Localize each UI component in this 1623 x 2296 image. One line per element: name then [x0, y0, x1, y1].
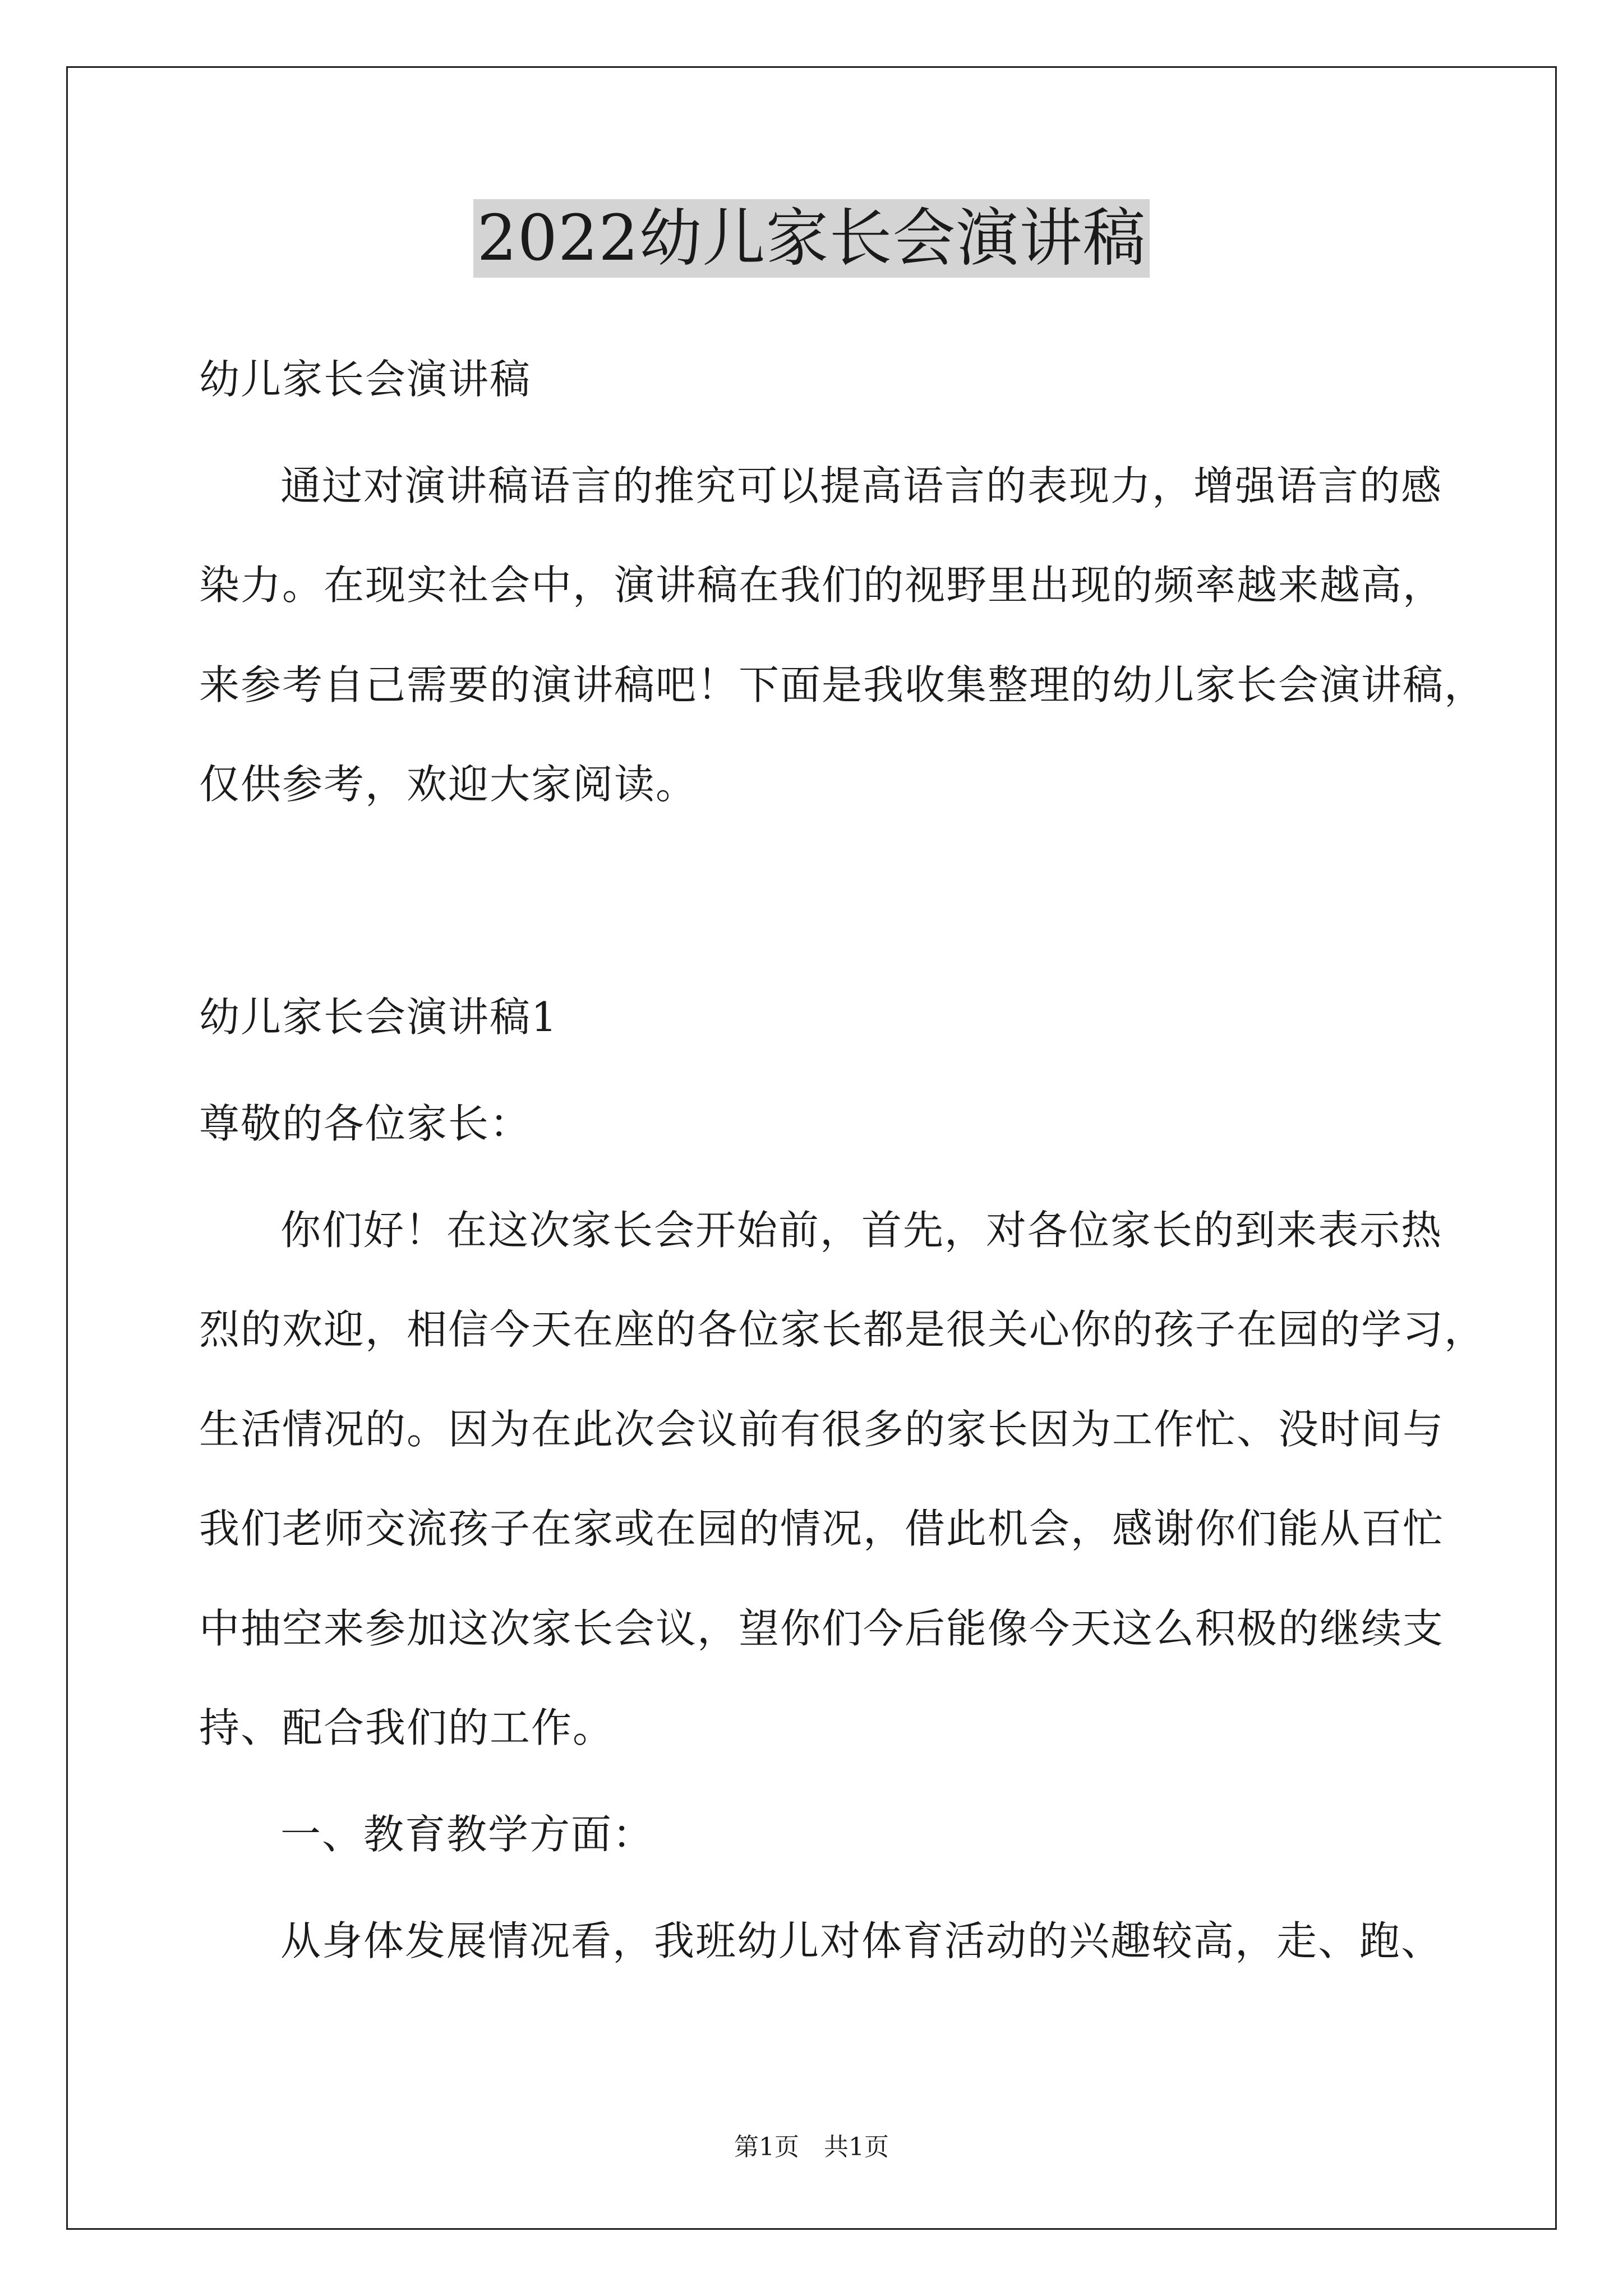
paragraph-line: 烈的欢迎，相信今天在座的各位家长都是很关心你的孩子在园的学习， — [199, 1306, 1486, 1353]
paragraph-line: 来参考自己需要的演讲稿吧！下面是我收集整理的幼儿家长会演讲稿， — [199, 661, 1486, 708]
document-title: 2022幼儿家长会演讲稿 — [473, 199, 1149, 278]
section-heading: 幼儿家长会演讲稿1 — [199, 993, 558, 1041]
paragraph-line: 仅供参考，欢迎大家阅读。 — [199, 761, 698, 808]
paragraph-line: 中抽空来参加这次家长会议，望你们今后能像今天这么积极的继续支 — [199, 1605, 1445, 1652]
salutation: 尊敬的各位家长： — [199, 1100, 532, 1147]
paragraph-line: 持、配合我们的工作。 — [199, 1704, 615, 1751]
page-footer: 第1页 共1页 — [734, 2133, 889, 2161]
subsection-heading: 一、教育教学方面： — [280, 1811, 654, 1858]
paragraph-line: 我们老师交流孩子在家或在园的情况，借此机会，感谢你们能从百忙 — [199, 1505, 1445, 1552]
paragraph-line: 你们好！在这次家长会开始前，首先，对各位家长的到来表示热 — [280, 1207, 1443, 1254]
paragraph-line: 生活情况的。因为在此次会议前有很多的家长因为工作忙、没时间与 — [199, 1406, 1445, 1453]
paragraph-line: 通过对演讲稿语言的推究可以提高语言的表现力，增强语言的感 — [280, 462, 1443, 509]
section-heading: 幼儿家长会演讲稿 — [199, 356, 532, 403]
paragraph-line: 染力。在现实社会中，演讲稿在我们的视野里出现的频率越来越高， — [199, 562, 1445, 609]
paragraph-line: 从身体发展情况看，我班幼儿对体育活动的兴趣较高，走、跑、 — [280, 1917, 1443, 1964]
